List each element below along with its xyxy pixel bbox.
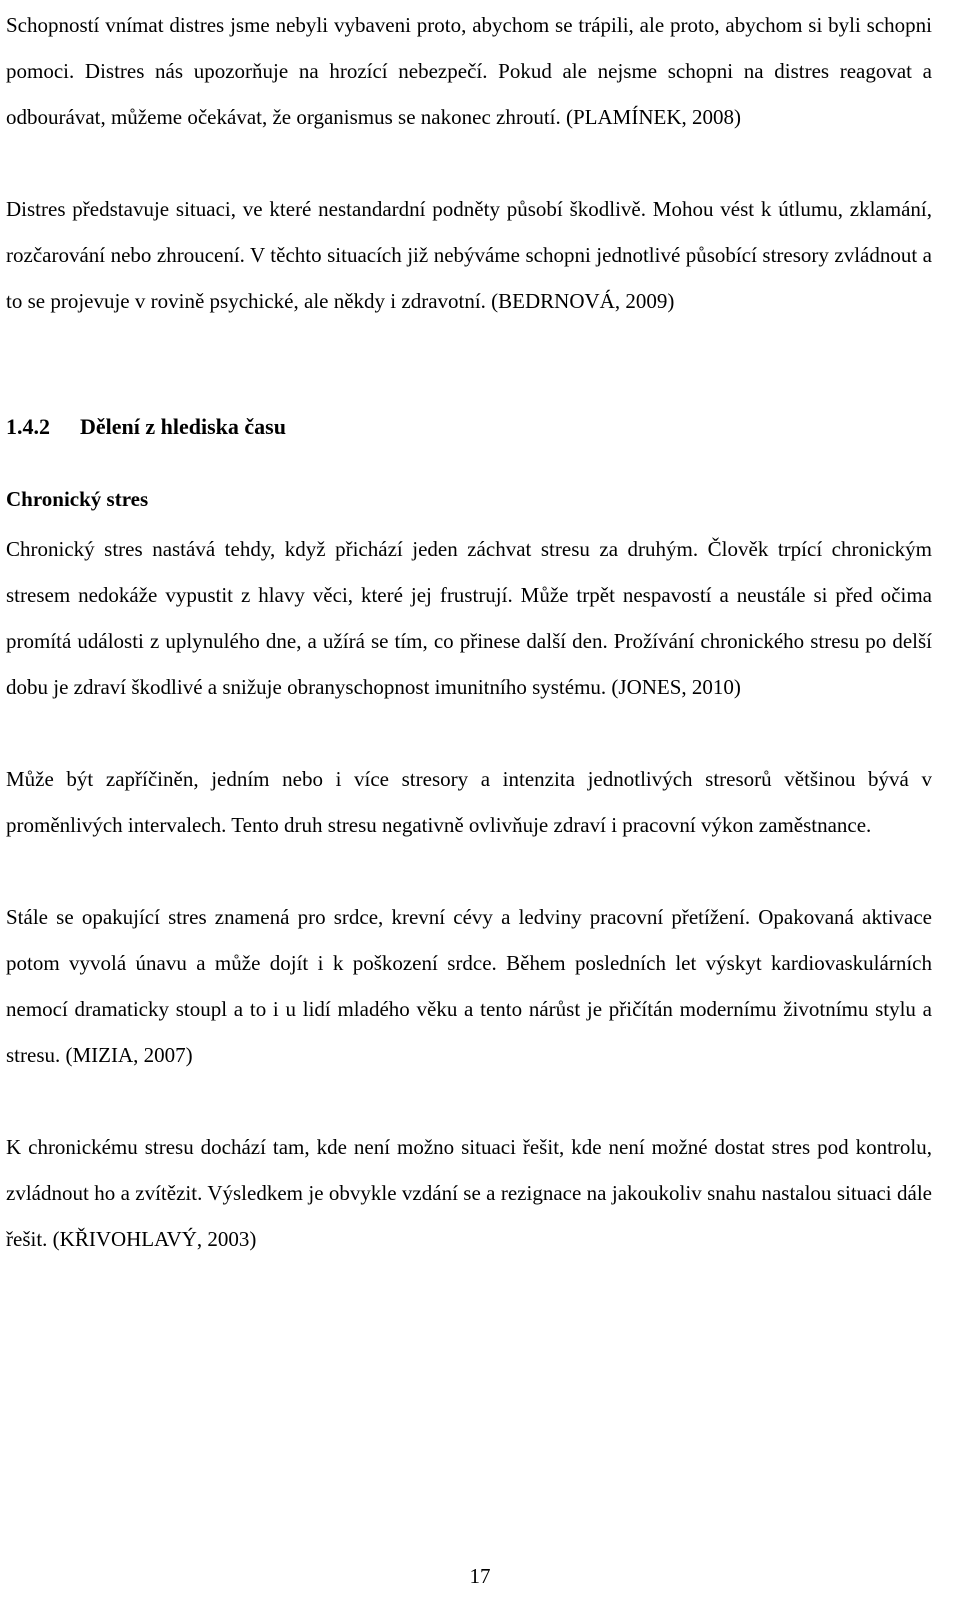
page-number: 17 — [469, 1564, 491, 1588]
paragraph-chronic-stress: Chronický stres nastává tehdy, když přichází jeden záchvat stresu za druhým. Člověk trpící chronickým stresem nedokáže vypustit z hlavy věci, které jej frustrují. Může trpět nespavostí a neustále si před očima promítá události z uplynulého dne, a užírá se tím, co přinese další den. Prožívání chronického stresu po delší dobu je zdraví škodlivé a snižuje obranyschopnost imunitního systému. (JONES, 2010) — [6, 537, 932, 699]
paragraph-control: K chronickému stresu dochází tam, kde není možno situaci řešit, kde není možné dostat stres pod kontrolu, zvládnout ho a zvítězit. Výsledkem je obvykle vzdání se a rezignace na jakoukoliv snahu nastalou situaci dále řešit. (KŘIVOHLAVÝ, 2003) — [6, 1135, 932, 1251]
paragraph-cardiovascular: Stále se opakující stres znamená pro srdce, krevní cévy a ledviny pracovní přetížení. Opakovaná aktivace potom vyvolá únavu a může dojít i k poškození srdce. Během posledních let výskyt kardiovaskulárních nemocí dramaticky stoupl a to i u lidí mladého věku a tento nárůst je přičítán modernímu životnímu stylu a stresu. (MIZIA, 2007) — [6, 905, 932, 1067]
paragraph-gap — [6, 324, 932, 370]
paragraph-distres-definition: Distres představuje situaci, ve které nestandardní podněty působí škodlivě. Mohou vést k útlumu, zklamání, rozčarování nebo zhroucení. V těchto situacích již nebýváme schopni jednotlivé působící stresory zvládnout a to se projevuje v rovině psychické, ale někdy i zdravotní. (BEDRNOVÁ, 2009) — [6, 197, 932, 313]
paragraph-distres-intro: Schopností vnímat distres jsme nebyli vybaveni proto, abychom se trápili, ale proto, abychom si byli schopni pomoci. Distres nás upozorňuje na hrozící nebezpečí. Pokud ale nejsme schopni na distres reagovat a odbourávat, můžeme očekávat, že organismus se nakonec zhroutí. (PLAMÍNEK, 2008) — [6, 13, 932, 129]
section-heading — [6, 404, 932, 450]
paragraph-gap — [6, 710, 932, 756]
document-page — [6, 0, 932, 1262]
paragraph-chronic-causes: Může být zapříčiněn, jedním nebo i více stresory a intenzita jednotlivých stresorů většinou bývá v proměnlivých intervalech. Tento druh stresu negativně ovlivňuje zdraví i pracovní výkon zaměstnance. — [6, 767, 932, 837]
subsection-heading: Chronický stres — [6, 487, 149, 511]
paragraph-gap — [6, 450, 932, 476]
paragraph-gap — [6, 370, 932, 404]
paragraph-gap — [6, 140, 932, 186]
section-number: 1.4.2 — [6, 414, 50, 439]
paragraph-gap — [6, 848, 932, 894]
paragraph-gap — [6, 1078, 932, 1124]
section-title: Dělení z hlediska času — [80, 414, 286, 439]
